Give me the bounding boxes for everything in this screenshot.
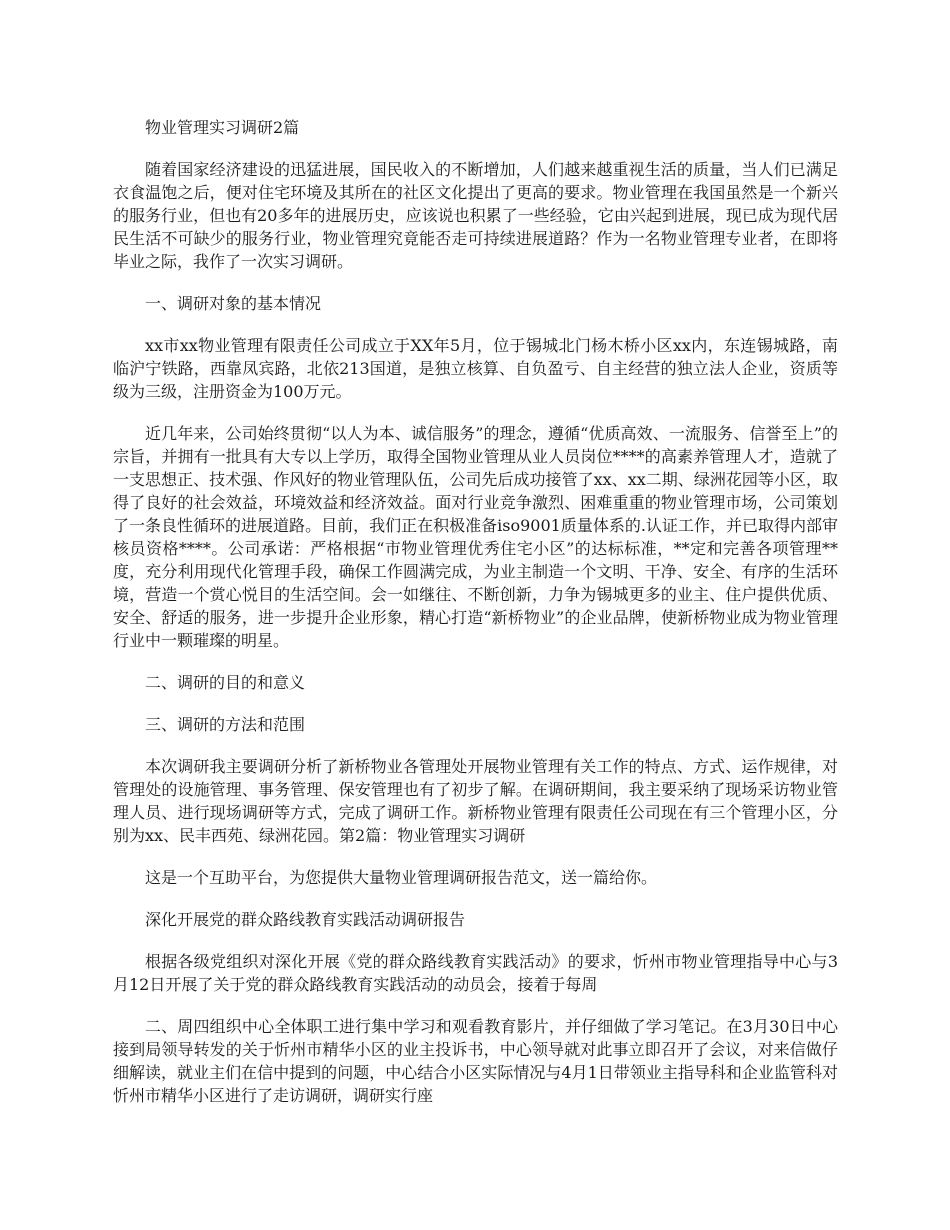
paragraph-method: 本次调研我主要调研分析了新桥物业各管理处开展物业管理有关工作的特点、方式、运作规律，对管理处的设施管理、事务管理、保安管理也有了初步了解。在调研期间，我主要采纳了现场采访物业管理人员、进行现场调研等方式，完成了调研工作。新桥物业管理有限责任公司现在有三个管理小区，分别为xx、民丰西苑、绿洲花园。第2篇：物业管理实习调研 <box>113 757 838 845</box>
section-heading-basic-info: 一、调研对象的基本情况 <box>145 294 322 313</box>
paragraph-study: 二、周四组织中心全体职工进行集中学习和观看教育影片，并仔细做了学习笔记。在3月30日中心接到局领导转发的关于忻州市精华小区的业主投诉书，中心领导就对此事立即召开了会议，对来信做仔细解读，就业主们在信中提到的问题，中心结合小区实际情况与4月1日带领业主指导科和企业监管科对忻州市精华小区进行了走访调研，调研实行座 <box>113 1017 838 1105</box>
document-page <box>113 116 838 1107</box>
section-heading-method: 三、调研的方法和范围 <box>145 715 306 734</box>
document-title: 物业管理实习调研2篇 <box>145 118 300 137</box>
paragraph-platform-note: 这是一个互助平台，为您提供大量物业管理调研报告范文，送一篇给你。 <box>145 868 658 887</box>
paragraph-requirements: 根据各级党组织对深化开展《党的群众路线教育实践活动》的要求，忻州市物业管理指导中心与3月12日开展了关于党的群众路线教育实践活动的动员会，接着于每周 <box>113 952 838 994</box>
paragraph-intro: 随着国家经济建设的迅猛进展，国民收入的不断增加，人们越来越重视生活的质量，当人们已满足衣食温饱之后，便对住宅环境及其所在的社区文化提出了更高的要求。物业管理在我国虽然是一个新兴的服务行业，但也有20多年的进展历史，应该说也积累了一些经验，它由兴起到进展，现已成为现代居民生活不可缺少的服务行业，物业管理究竟能否走可持续进展道路？作为一名物业管理专业者，在即将毕业之际，我作了一次实习调研。 <box>113 160 838 271</box>
section-heading-report: 深化开展党的群众路线教育实践活动调研报告 <box>145 910 466 929</box>
section-heading-purpose: 二、调研的目的和意义 <box>145 673 306 692</box>
paragraph-company-profile: xx市xx物业管理有限责任公司成立于XX年5月，位于锡城北门杨木桥小区xx内，东连锡城路，南临沪宁铁路，西靠凤宾路，北依213国道，是独立核算、自负盈亏、自主经营的独立法人企业，资质等级为三级，注册资金为100万元。 <box>113 336 838 401</box>
paragraph-company-history: 近几年来，公司始终贯彻“以人为本、诚信服务”的理念，遵循“优质高效、一流服务、信誉至上”的宗旨，并拥有一批具有大专以上学历，取得全国物业管理从业人员岗位****的高素养管理人才，造就了一支思想正、技术强、作风好的物业管理队伍，公司先后成功接管了xx、xx二期、绿洲花园等小区，取得了良好的社会效益，环境效益和经济效益。面对行业竞争激烈、困难重重的物业管理市场，公司策划了一条良性循环的进展道路。目前，我们正在积极准备iso9001质量体系的.认证工作，并已取得内部审核员资格****。公司承诺：严格根据“市物业管理优秀住宅小区”的达标标准，**定和完善各项管理**度，充分利用现代化管理手段，确保工作圆满完成，为业主制造一个文明、干净、安全、有序的生活环境，营造一个赏心悦目的生活空间。会一如继往、不断创新，力争为锡城更多的业主、住户提供优质、安全、舒适的服务，进一步提升企业形象，精心打造“新桥物业”的企业品牌，使新桥物业成为物业管理行业中一颗璀璨的明星。 <box>113 424 838 650</box>
